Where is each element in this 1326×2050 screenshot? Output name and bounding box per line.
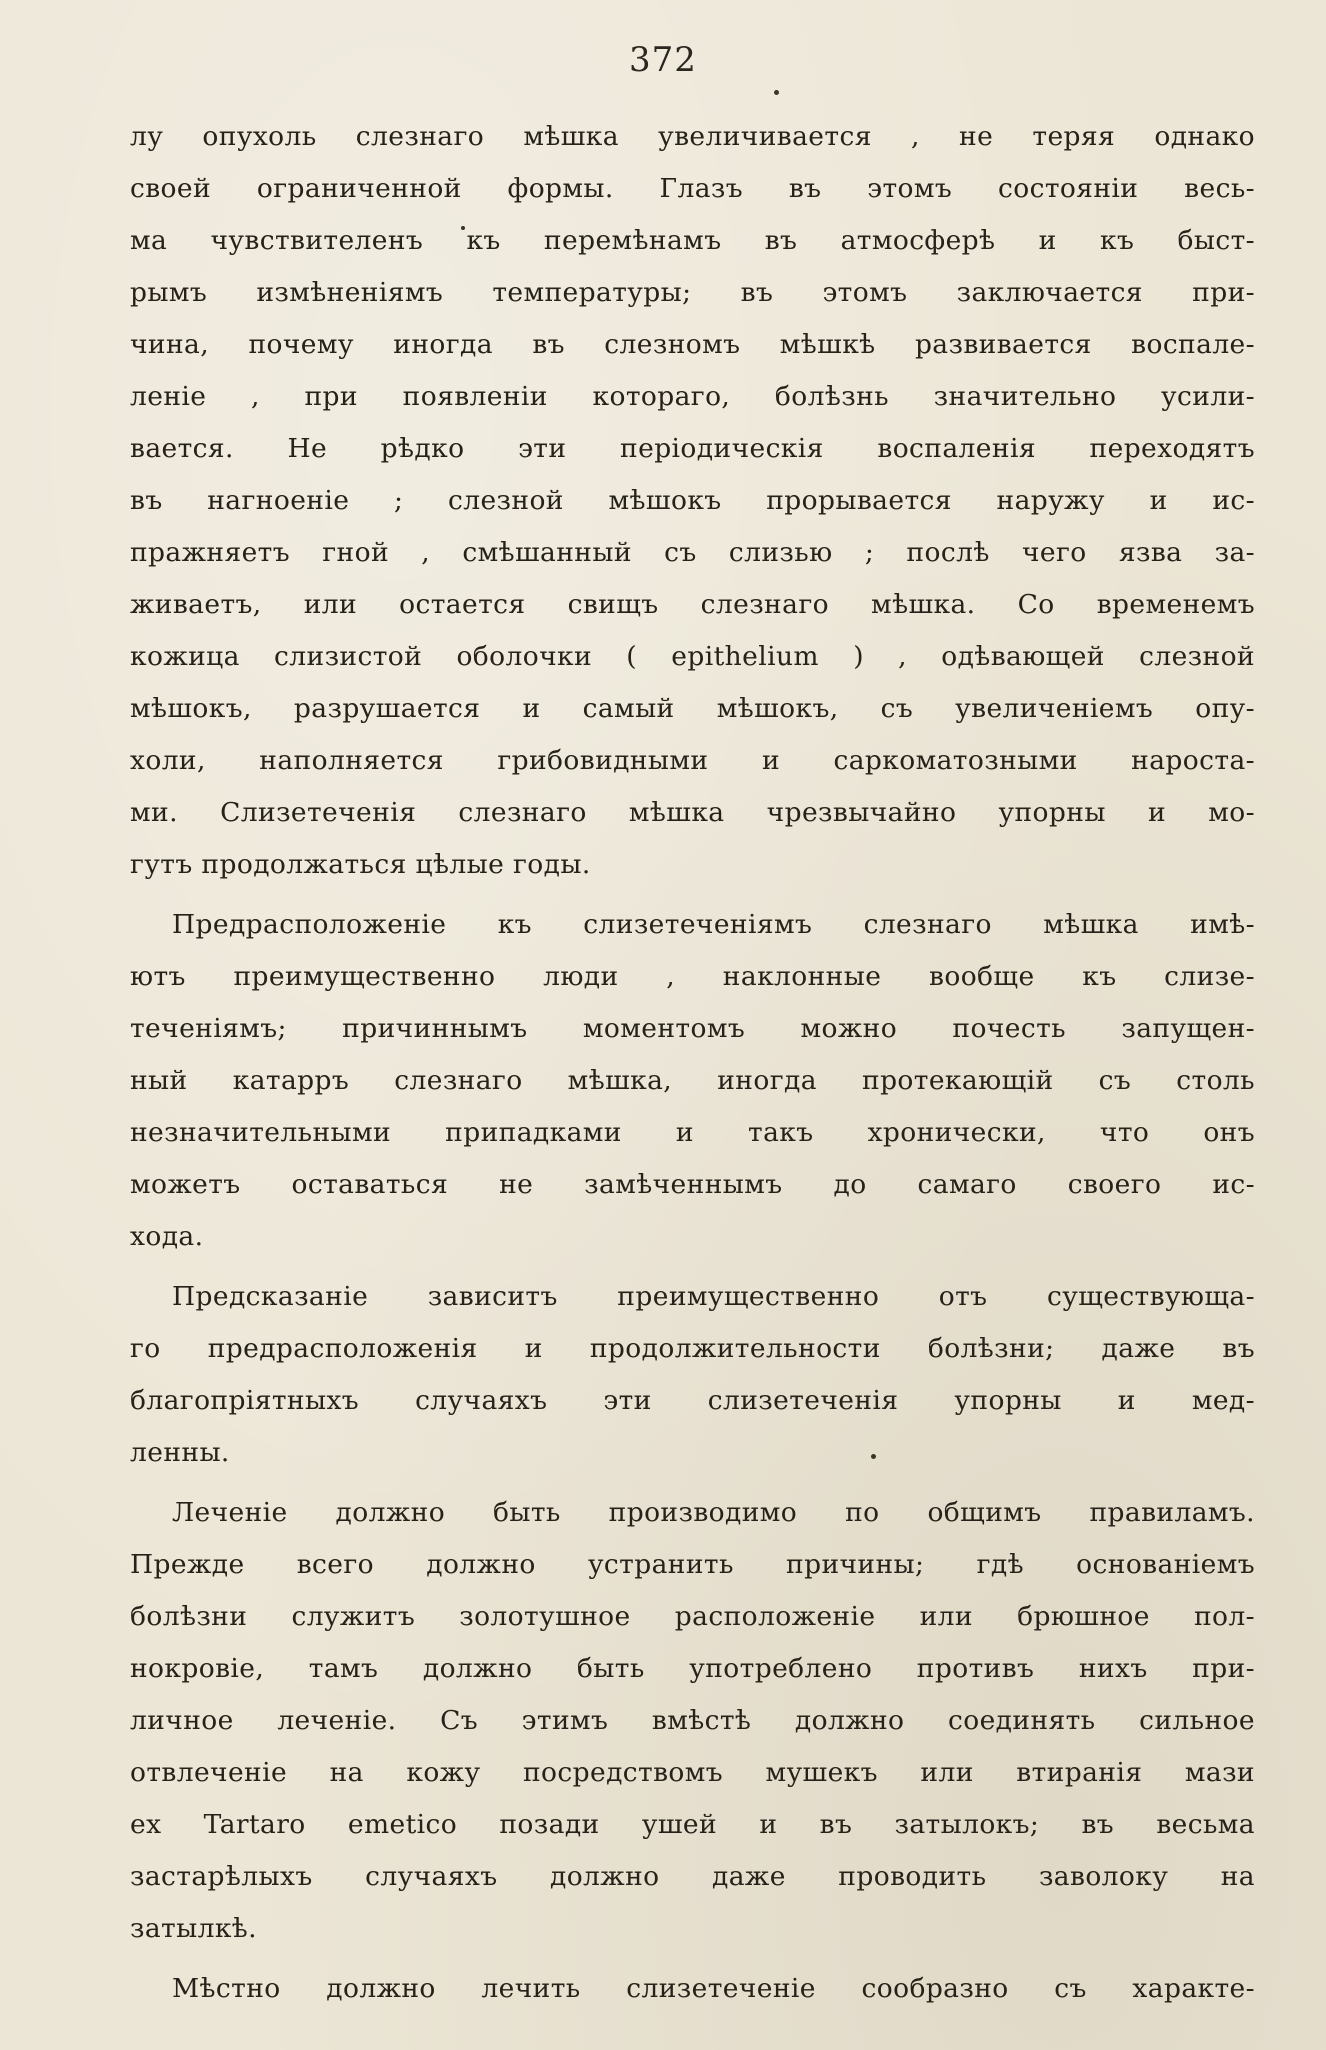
text-line: въ нагноеніе ; слезной мѣшокъ прорывается наружу и ис- bbox=[130, 485, 1255, 516]
text-line: ный катарръ слезнаго мѣшка, иногда протекающій съ столь bbox=[130, 1065, 1255, 1096]
text-line: Прежде всего должно устранить причины; гдѣ основаніемъ bbox=[130, 1549, 1255, 1580]
text-line: затылкѣ. bbox=[130, 1913, 258, 1944]
text-line: отвлеченіе на кожу посредствомъ мушекъ или втиранія мази bbox=[130, 1757, 1255, 1788]
text-line: холи, наполняется грибовидными и саркоматозными нароста- bbox=[130, 745, 1255, 776]
paragraph bbox=[130, 1271, 1255, 1479]
paragraph bbox=[130, 1963, 1255, 2015]
text-line: нокровіе, тамъ должно быть употреблено противъ нихъ при- bbox=[130, 1653, 1255, 1684]
text-line: можетъ оставаться не замѣченнымъ до самаго своего ис- bbox=[130, 1169, 1255, 1200]
text-line: гутъ продолжаться цѣлые годы. bbox=[130, 849, 591, 880]
text-line: мѣшокъ, разрушается и самый мѣшокъ, съ увеличеніемъ опу- bbox=[130, 693, 1255, 724]
text-line: благопріятныхъ случаяхъ эти слизетеченія упорны и мед- bbox=[130, 1385, 1255, 1416]
text-line: незначительными припадками и такъ хронически, что онъ bbox=[130, 1117, 1255, 1148]
text-line: теченіямъ; причиннымъ моментомъ можно почесть запущен- bbox=[130, 1013, 1255, 1044]
text-line: Мѣстно должно лечить слизетеченіе сообразно съ характе- bbox=[172, 1973, 1255, 2004]
text-line: вается. Не рѣдко эти періодическія воспаленія переходятъ bbox=[130, 433, 1255, 464]
text-line: хода. bbox=[130, 1221, 204, 1252]
text-line: чина, почему иногда въ слезномъ мѣшкѣ развивается воспале- bbox=[130, 329, 1255, 360]
text-line: рымъ измѣненіямъ температуры; въ этомъ заключается при- bbox=[130, 277, 1255, 308]
paragraph bbox=[130, 1487, 1255, 1955]
body-text bbox=[130, 111, 1255, 2015]
text-line: кожица слизистой оболочки ( epithelium ) , одѣвающей слезной bbox=[130, 641, 1255, 672]
text-line: лу опухоль слезнаго мѣшка увеличивается , не теряя однако bbox=[130, 121, 1255, 152]
text-line: ма чувствителенъ къ перемѣнамъ въ атмосферѣ и къ быст- bbox=[130, 225, 1255, 256]
text-line: ми. Слизетеченія слезнаго мѣшка чрезвычайно упорны и мо- bbox=[130, 797, 1255, 828]
text-line: Предсказаніе зависитъ преимущественно отъ существующа- bbox=[172, 1281, 1255, 1312]
text-line: ленны. bbox=[130, 1437, 230, 1468]
paragraph bbox=[130, 111, 1255, 891]
text-line: живаетъ, или остается свищъ слезнаго мѣшка. Со временемъ bbox=[130, 589, 1255, 620]
text-line: леніе , при появленіи котораго, болѣзнь значительно усили- bbox=[130, 381, 1255, 412]
text-line: застарѣлыхъ случаяхъ должно даже проводить заволоку на bbox=[130, 1861, 1255, 1892]
text-line: ex Tartaro emetico позади ушей и въ затылокъ; въ весьма bbox=[130, 1809, 1255, 1840]
text-line: пражняетъ гной , смѣшанный съ слизью ; послѣ чего язва за- bbox=[130, 537, 1255, 568]
text-line: ютъ преимущественно люди , наклонные вообще къ слизе- bbox=[130, 961, 1255, 992]
text-line: болѣзни служитъ золотушное расположеніе или брюшное пол- bbox=[130, 1601, 1255, 1632]
print-speck bbox=[774, 90, 779, 95]
text-line: Леченіе должно быть производимо по общимъ правиламъ. bbox=[172, 1497, 1255, 1528]
text-line: Предрасположеніе къ слизетеченіямъ слезнаго мѣшка имѣ- bbox=[172, 909, 1255, 940]
text-line: го предрасположенія и продолжительности болѣзни; даже въ bbox=[130, 1333, 1255, 1364]
page-number: 372 bbox=[629, 40, 697, 80]
text-line: своей ограниченной формы. Глазъ въ этомъ состояніи весь- bbox=[130, 173, 1255, 204]
text-line: личное леченіе. Съ этимъ вмѣстѣ должно соединять сильное bbox=[130, 1705, 1255, 1736]
paragraph bbox=[130, 899, 1255, 1263]
